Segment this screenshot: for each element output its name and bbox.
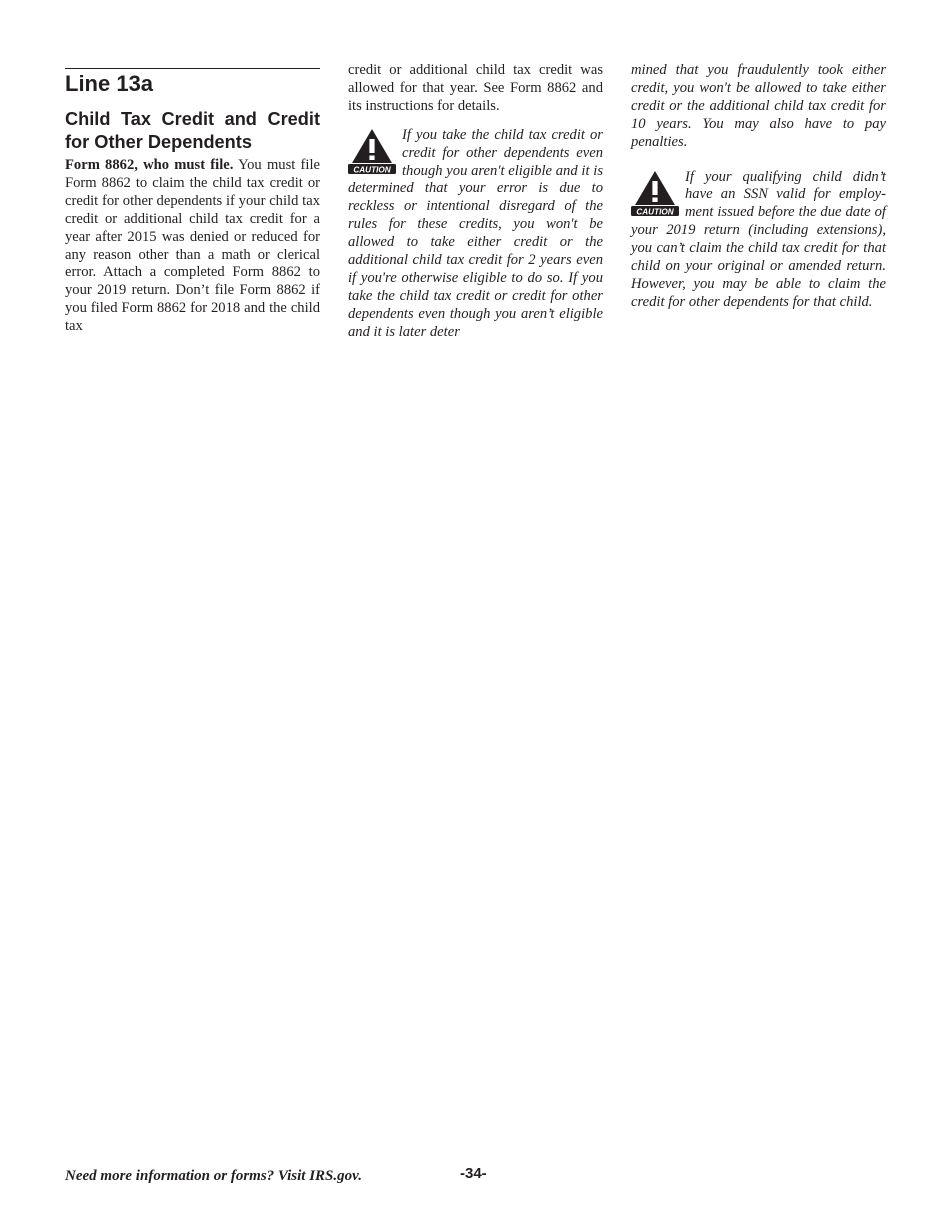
caution-text: If you take the child tax credit or credit for other dependents even though you aren't eligible and it is determined that your error is due to reckless or intentional disregard of the rules for these credits, you won't be allowed to take either credit or the additional child tax credit for 2 years even if you're otherwise eligible to do so. If you take the child tax credit or credit for other dependents even though you aren’t eligible and it is later deter	[348, 126, 603, 340]
form-8862-paragraph	[65, 157, 320, 336]
left-column	[65, 62, 320, 336]
footer-help-link-text: Need more information or forms? Visit IRS.gov.	[65, 1168, 362, 1184]
line-heading: Line 13a	[65, 71, 154, 96]
paragraph-body: You must file Form 8862 to claim the child tax credit or credit for other dependents if your child tax credit or additional child tax credit for a year after 2015 was denied or reduced for any reason other than a math or clerical error. Attach a completed Form 8862 to your 2019 return. Don’t file Form 8862 if you filed Form 8862 for 2018 and the child tax	[65, 157, 320, 335]
page-number: -34-	[460, 1165, 487, 1182]
run-in-title: Form 8862, who must file.	[65, 157, 234, 173]
caution-note-ssn	[631, 169, 886, 312]
section-rule	[65, 68, 320, 69]
continued-italic-paragraph: mined that you fraudulently took either credit, you won't be allowed to take either credit or the additional child tax credit for 10 years. You may also have to pay penalties.	[631, 62, 886, 150]
continued-paragraph: credit or additional child tax credit was allowed for that year. See Form 8862 and its instructions for details.	[348, 62, 603, 114]
caution-icon	[348, 128, 396, 174]
caution-icon	[631, 170, 679, 216]
caution-label: CAUTION	[353, 165, 391, 174]
right-column	[631, 62, 886, 312]
caution-text: If your qualifying child didn’t have an SSN valid for employment issued before the due date of your 2019 return (including extensions), you can’t claim the child tax credit for that child on your original or amended return. However, you may be able to claim the credit for other dependents for that child.	[631, 168, 886, 310]
caution-note-reckless	[348, 127, 603, 342]
caution-label: CAUTION	[636, 206, 674, 216]
middle-column	[348, 62, 603, 342]
section-subheading: Child Tax Credit and Credit for Other Dependents	[65, 109, 320, 152]
